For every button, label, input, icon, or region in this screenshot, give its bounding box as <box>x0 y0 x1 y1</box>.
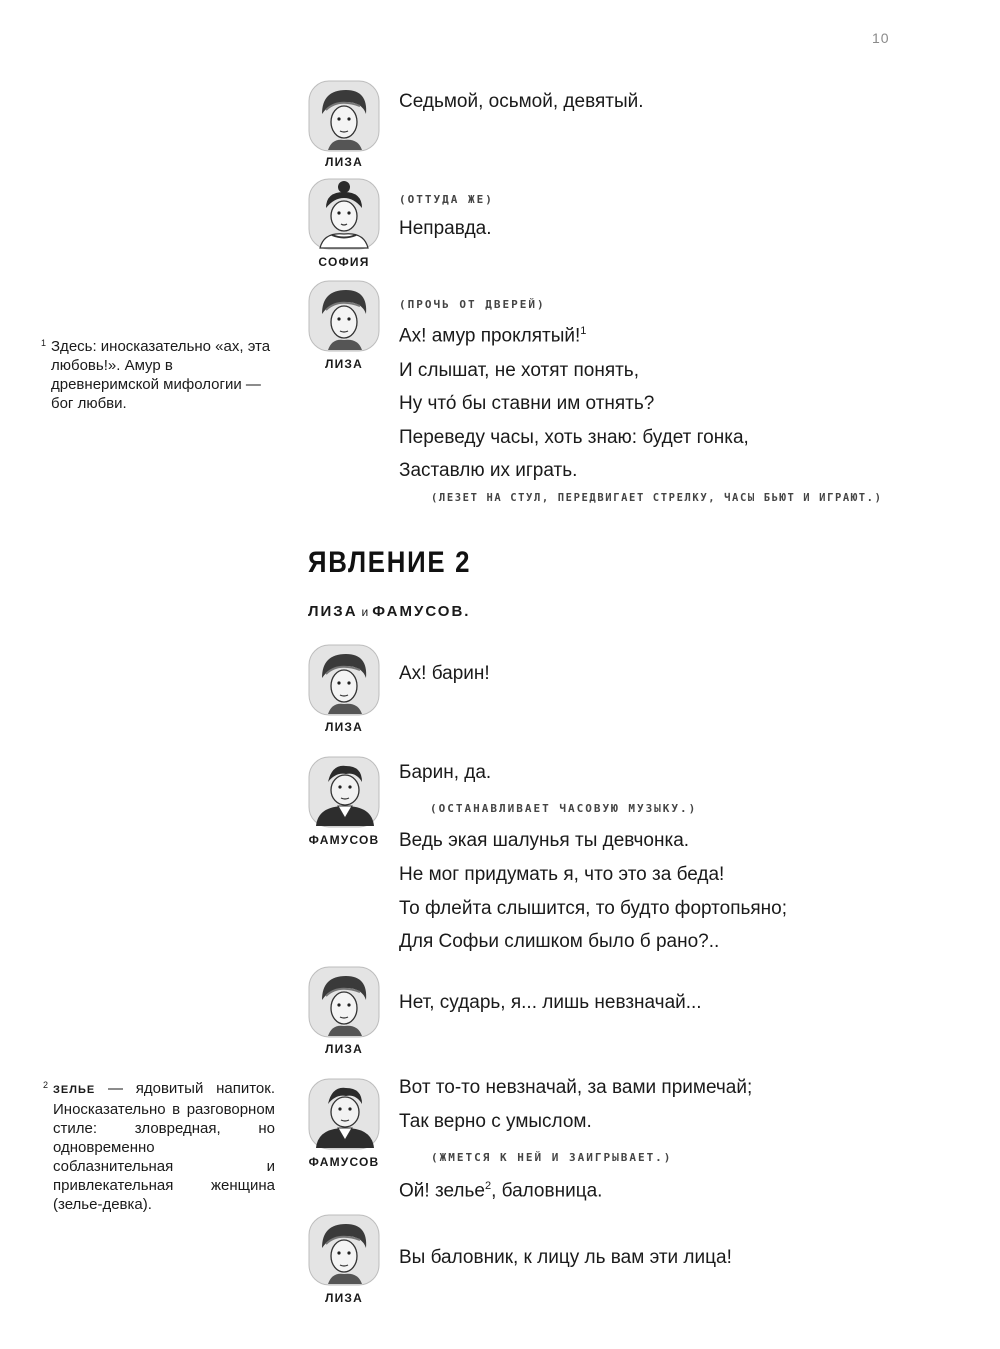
scene-title: ЯВЛЕНИЕ 2 <box>308 546 472 579</box>
speech-line: Барин, да. <box>399 762 492 783</box>
speech-line: Ой! зелье$^2$, баловница. <box>399 1180 603 1202</box>
speech-line: И слышат, не хотят понять, <box>399 360 639 381</box>
stage-direction: (ЛЕЗЕТ НА СТУЛ, ПЕРЕДВИГАЕТ СТРЕЛКУ, ЧАСЫ БЬЮТ И ИГРАЮТ.) <box>431 492 883 504</box>
speaker-label: СОФИЯ <box>318 255 370 269</box>
liza-portrait-icon <box>308 80 380 152</box>
stage-direction: (ОТТУДА ЖЕ) <box>399 193 494 206</box>
speech-line: Так верно с умыслом. <box>399 1111 592 1132</box>
footnote-text: Здесь: иносказательно «ах, эта любовь!». Амур в древнеримской мифологии — бог любви. <box>51 338 271 412</box>
speech-line: Не мог придумать я, что это за беда! <box>399 864 725 885</box>
speaker-label: ФАМУСОВ <box>308 1155 380 1169</box>
liza-portrait-icon <box>308 644 380 716</box>
famusov-portrait-icon <box>308 1078 380 1150</box>
scene-cast: ЛИЗА и ФАМУСОВ. <box>308 603 471 620</box>
speech-line: То флейта слышится, то будто фортопьяно; <box>399 898 788 919</box>
stage-direction: (ПРОЧЬ ОТ ДВЕРЕЙ) <box>399 298 546 311</box>
speech-line: Переведу часы, хоть знаю: будет гонка, <box>399 427 749 448</box>
stage-direction: (ОСТАНАВЛИВАЕТ ЧАСОВУЮ МУЗЫКУ.) <box>430 802 698 815</box>
stage-direction: (ЖМЕТСЯ К НЕЙ И ЗАИГРЫВАЕТ.) <box>431 1151 673 1164</box>
footnote-term: ЗЕЛЬЕ <box>53 1084 96 1096</box>
speech-line: Для Софьи слишком было б рано?.. <box>399 931 720 952</box>
speaker-label: ЛИЗА <box>324 155 364 169</box>
speech-line: Ведь экая шалунья ты девчонка. <box>399 830 690 851</box>
footnote-2 <box>43 1079 275 1214</box>
speech-line: Ну что́ бы ставни им отнять? <box>399 393 655 414</box>
speaker-label: ФАМУСОВ <box>308 833 380 847</box>
liza-portrait-icon <box>308 1214 380 1286</box>
speaker-label: ЛИЗА <box>324 1042 364 1056</box>
speech-line: Неправда. <box>399 218 492 239</box>
liza-portrait-icon <box>308 280 380 352</box>
page-number: 10 <box>872 30 890 46</box>
speech-line: Заставлю их играть. <box>399 460 578 481</box>
speaker-label: ЛИЗА <box>324 720 364 734</box>
footnote-marker: 2 <box>43 1080 49 1090</box>
speech-line: Седьмой, осьмой, девятый. <box>399 91 644 112</box>
famusov-portrait-icon <box>308 756 380 828</box>
speech-line: Вы баловник, к лицу ль вам эти лица! <box>399 1247 732 1268</box>
speech-line: Вот то-то невзначай, за вами примечай; <box>399 1077 753 1098</box>
speech-line: Ах! амур проклятый!$^1$ <box>399 325 587 347</box>
speech-line: Ах! барин! <box>399 663 490 684</box>
speaker-label: ЛИЗА <box>324 357 364 371</box>
speech-line: Нет, сударь, я... лишь невзначай... <box>399 992 702 1013</box>
liza-portrait-icon <box>308 966 380 1038</box>
footnote-text: — ядовитый напиток. Иносказательно в разговорном стиле: зловредная, но одновременно соблазнительная и привлекательная женщина (зелье-девка). <box>53 1080 275 1213</box>
sofia-portrait-icon <box>308 178 380 250</box>
footnote-marker: 1 <box>41 338 47 348</box>
speaker-label: ЛИЗА <box>324 1291 364 1305</box>
footnote-1 <box>41 337 276 413</box>
